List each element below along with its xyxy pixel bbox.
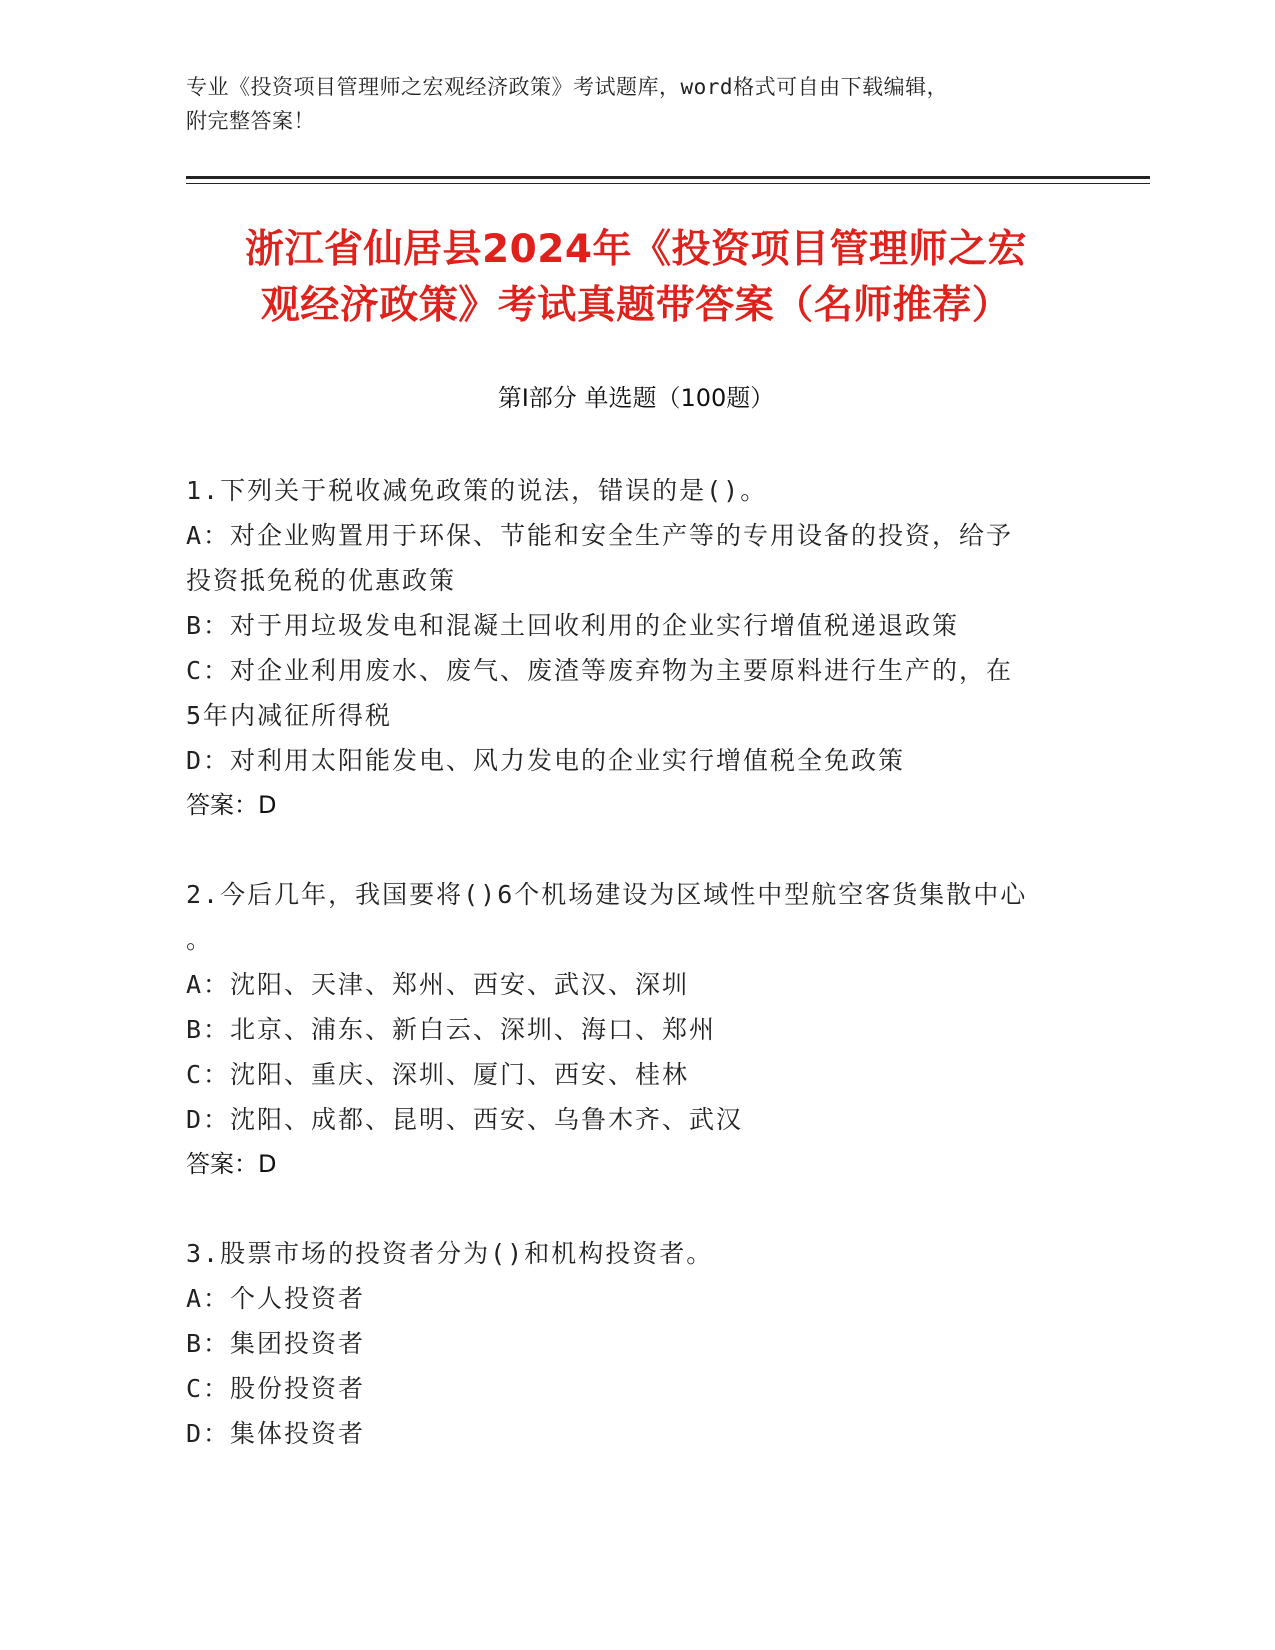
question-option: 投资抵免税的优惠政策: [186, 566, 457, 595]
question-stem: 2.今后几年，我国要将()6个机场建设为区域性中型航空客货集散中心: [186, 880, 1028, 909]
question-stem: 1.下列关于税收减免政策的说法，错误的是()。: [186, 476, 768, 505]
question-stem: 3.股票市场的投资者分为()和机构投资者。: [186, 1239, 714, 1268]
question-answer: 答案：D: [186, 1150, 277, 1178]
document-title-line-1: 浙江省仙居县2024年《投资项目管理师之宏: [244, 227, 1028, 272]
document-title: [186, 222, 1086, 334]
question-stem: 。: [186, 925, 214, 954]
question-option: A：沈阳、天津、郑州、西安、武汉、深圳: [186, 970, 690, 999]
question-option: A：对企业购置用于环保、节能和安全生产等的专用设备的投资，给予: [186, 521, 1014, 550]
question-option: B：对于用垃圾发电和混凝土回收利用的企业实行增值税递退政策: [186, 611, 960, 640]
question-answer: 答案：D: [186, 791, 277, 819]
question-option: A：个人投资者: [186, 1284, 366, 1313]
question-option: C：股份投资者: [186, 1374, 366, 1403]
question-list: [186, 468, 1066, 1500]
question-option: 5年内减征所得税: [186, 701, 393, 730]
header-note-line-1: 专业《投资项目管理师之宏观经济政策》考试题库，word格式可自由下载编辑，: [186, 75, 949, 99]
question-option: C：对企业利用废水、废气、废渣等废弃物为主要原料进行生产的，在: [186, 656, 1014, 685]
question-block: [186, 872, 1066, 1187]
header-note: [186, 70, 1086, 138]
document-title-line-2: 观经济政策》考试真题带答案（名师推荐）: [260, 283, 1012, 328]
question-option: D：沈阳、成都、昆明、西安、乌鲁木齐、武汉: [186, 1105, 744, 1134]
question-option: C：沈阳、重庆、深圳、厦门、西安、桂林: [186, 1060, 690, 1089]
section-heading: 第I部分 单选题（100题）: [497, 384, 775, 412]
header-rule-thin: [186, 183, 1150, 184]
question-option: D：对利用太阳能发电、风力发电的企业实行增值税全免政策: [186, 746, 906, 775]
header-rule-thick: [186, 176, 1150, 179]
question-option: D：集体投资者: [186, 1419, 366, 1448]
question-option: B：集团投资者: [186, 1329, 366, 1358]
header-note-line-2: 附完整答案！: [186, 109, 315, 133]
question-option: B：北京、浦东、新白云、深圳、海口、郑州: [186, 1015, 717, 1044]
question-block: [186, 1231, 1066, 1456]
question-block: [186, 468, 1066, 828]
